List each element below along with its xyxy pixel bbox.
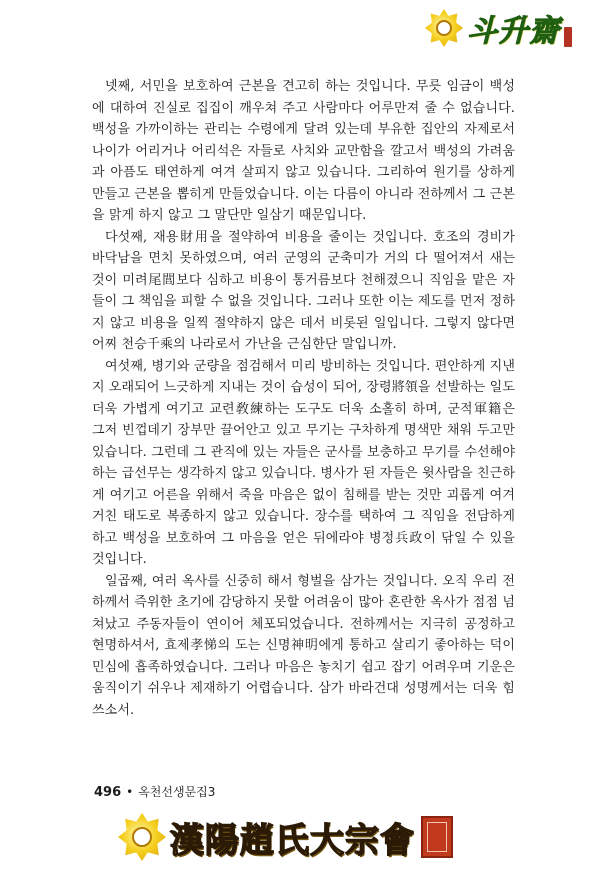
footer-separator: • bbox=[126, 785, 134, 799]
paragraph-sixth: 여섯째, 병기와 군량을 점검해서 미리 방비하는 것입니다. 편안하게 지낸 지 오래되어 느긋하게 지내는 것이 습성이 되어, 장령將領을 선발하는 일도 더욱 가볍게 여기고 교련敎練하는 도구도 더욱 소홀히 하며, 군적軍籍은 그저 빈껍데기 장부만 끌어안고 있고 무기는 구차하게 명색만 채워 두고만 있습니다. 그런데 그 관직에 있는 자들은 군사를 보충하고 무기를 수선해야 하는 급선무는 생각하지 않고 있습니다. 병사가 된 자들은 윗사람을 친근하게 여기고 어른을 위해서 죽을 마음은 없이 침해를 받는 것만 괴롭게 여겨 거친 태도로 복종하지 않고 있습니다. 장수를 택하여 그 직임을 전담하게 하고 백성을 보호하여 그 마음을 얻은 뒤에라야 병정兵政이 닦일 수 있을 것입니다. bbox=[92, 358, 515, 567]
paragraph-fifth: 다섯째, 재용財用을 절약하여 비용을 줄이는 것입니다. 호조의 경비가 바닥남을 면치 못하였으며, 여러 군영의 군축미가 거의 다 떨어져서 새는 것이 미려尾閭보다 심하고 비용이 통거름보다 천해졌으니 직임을 맡은 자들이 그 책임을 피할 수 없을 것입니다. 그러나 또한 이는 제도를 먼저 정하지 않고 비용을 일찍 절약하지 않은 데서 비롯된 일입니다. 그렇지 않다면 어찌 천승千乘의 나라로서 가난을 근심한단 말입니까. bbox=[92, 229, 515, 352]
bottom-banner bbox=[118, 812, 474, 862]
seal-stamp-icon bbox=[564, 27, 572, 47]
logo-title: 斗升齋 bbox=[467, 14, 560, 49]
banner-title: 漢陽趙氏大宗會 bbox=[170, 820, 415, 861]
red-seal-icon bbox=[421, 816, 453, 858]
paragraph-fourth: 넷째, 서민을 보호하여 근본을 견고히 하는 것입니다. 무릇 임금이 백성에 대하여 진실로 집집이 깨우쳐 주고 사람마다 어루만져 줄 수 없습니다. 백성을 가까이하는 관리는 수령에게 달려 있는데 부유한 집안의 자제로서 나이가 어리거나 어리석은 자들로 사치와 교만함을 깔고서 백성의 가려움과 아픔도 태연하게 여겨 살피지 않고 있습니다. 그리하여 원기를 상하게 만들고 근본을 뽑히게 만들었습니다. 이는 다름이 아니라 전하께서 그 근본을 맑게 하지 않고 그 말단만 일삼기 때문입니다. bbox=[92, 79, 515, 223]
book-title: 옥천선생문집3 bbox=[138, 785, 216, 799]
page-footer bbox=[94, 783, 215, 800]
paragraph-seventh: 일곱째, 여러 옥사를 신중히 해서 형벌을 삼가는 것입니다. 오직 우리 전하께서 즉위한 초기에 감당하지 못할 어려움이 많아 혼란한 옥사가 점점 넘쳐났고 주동자들이 연이어 체포되었습니다. 전하께서는 지극히 공정하고 현명하셔서, 효제孝悌의 도는 신명神明에게 통하고 살리기 좋아하는 덕이 민심에 흡족하였습니다. 그러나 마음은 놓치기 쉽고 잡기 어려우며 기운은 움직이기 쉬우나 제재하기 어렵습니다. 삼가 바라건대 성명께서는 더욱 힘쓰소서. bbox=[92, 573, 515, 718]
top-logo bbox=[425, 6, 572, 50]
plum-blossom-emblem-icon bbox=[118, 813, 166, 861]
plum-blossom-emblem-icon bbox=[425, 9, 463, 47]
main-text bbox=[92, 76, 515, 721]
page-number: 496 bbox=[94, 785, 122, 800]
